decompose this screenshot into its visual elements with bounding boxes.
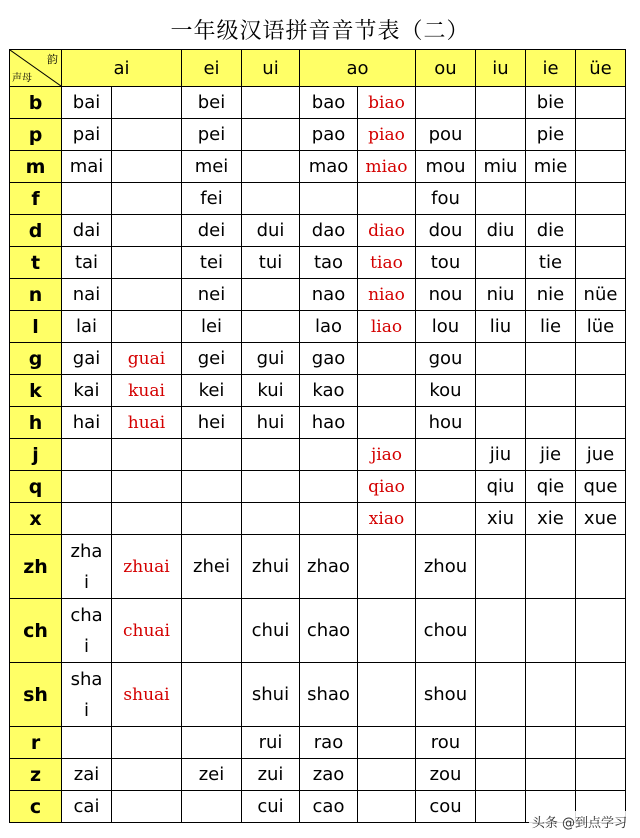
- syllable-cell: [476, 87, 526, 119]
- syllable-cell: lou: [416, 311, 476, 343]
- syllable-cell: [576, 535, 626, 599]
- syllable-cell: [476, 791, 526, 823]
- initial-cell: f: [10, 183, 62, 215]
- syllable-cell: [112, 87, 182, 119]
- syllable-cell: xiao: [358, 503, 416, 535]
- syllable-cell: lie: [526, 311, 576, 343]
- syllable-cell: [476, 375, 526, 407]
- syllable-cell: cao: [300, 791, 358, 823]
- initial-cell: ch: [10, 599, 62, 663]
- syllable-cell: [576, 247, 626, 279]
- syllable-cell: kou: [416, 375, 476, 407]
- syllable-cell: [576, 119, 626, 151]
- syllable-cell: [358, 407, 416, 439]
- syllable-cell: [476, 247, 526, 279]
- syllable-cell: pou: [416, 119, 476, 151]
- syllable-cell: shuai: [112, 663, 182, 727]
- syllable-cell: shui: [242, 663, 300, 727]
- syllable-cell: [62, 599, 112, 663]
- syllable-cell: [112, 439, 182, 471]
- syllable-cell: niu: [476, 279, 526, 311]
- syllable-cell: nei: [182, 279, 242, 311]
- syllable-cell: jiao: [358, 439, 416, 471]
- header-row: [10, 50, 626, 87]
- syllable-cell: huai: [112, 407, 182, 439]
- initial-cell: d: [10, 215, 62, 247]
- corner-cell: [10, 50, 62, 87]
- syllable-cell: [62, 439, 112, 471]
- table-row: [10, 439, 626, 471]
- syllable-cell: [182, 471, 242, 503]
- syllable-cell: [62, 663, 112, 727]
- syllable-cell: lüe: [576, 311, 626, 343]
- initial-cell: k: [10, 375, 62, 407]
- syllable-cell: diao: [358, 215, 416, 247]
- syllable-cell: dai: [62, 215, 112, 247]
- syllable-cell: [112, 183, 182, 215]
- syllable-cell: zhei: [182, 535, 242, 599]
- initial-cell: h: [10, 407, 62, 439]
- syllable-cell: gou: [416, 343, 476, 375]
- syllable-cell: [300, 471, 358, 503]
- table-row: [10, 727, 626, 759]
- syllable-cell: [62, 535, 112, 599]
- syllable-cell: [576, 759, 626, 791]
- syllable-cell: bao: [300, 87, 358, 119]
- syllable-cell: nie: [526, 279, 576, 311]
- syllable-cell: [242, 151, 300, 183]
- table-row: [10, 87, 626, 119]
- syllable-cell: [62, 471, 112, 503]
- initial-cell: r: [10, 727, 62, 759]
- syllable-cell: [416, 503, 476, 535]
- initial-cell: p: [10, 119, 62, 151]
- syllable-cell: [112, 503, 182, 535]
- syllable-cell: [112, 791, 182, 823]
- syllable-cell: kuai: [112, 375, 182, 407]
- syllable-cell: [242, 279, 300, 311]
- syllable-cell: fou: [416, 183, 476, 215]
- table-row: [10, 663, 626, 727]
- syllable-cell: gai: [62, 343, 112, 375]
- table-row: [10, 151, 626, 183]
- header-final-iu: iu: [476, 50, 526, 87]
- syllable-cell: [242, 183, 300, 215]
- syllable-cell: tui: [242, 247, 300, 279]
- syllable-cell: [300, 503, 358, 535]
- syllable-cell: [476, 599, 526, 663]
- syllable-cell: bai: [62, 87, 112, 119]
- syllable-cell: mao: [300, 151, 358, 183]
- syllable-cell: zhao: [300, 535, 358, 599]
- syllable-cell: [476, 183, 526, 215]
- syllable-cell: jie: [526, 439, 576, 471]
- syllable-cell: miao: [358, 151, 416, 183]
- syllable-cell: zao: [300, 759, 358, 791]
- syllable-cell: [358, 759, 416, 791]
- syllable-cell: [112, 279, 182, 311]
- table-row: [10, 375, 626, 407]
- initial-cell: t: [10, 247, 62, 279]
- syllable-cell: shou: [416, 663, 476, 727]
- header-final-ei: ei: [182, 50, 242, 87]
- table-row: [10, 215, 626, 247]
- syllable-cell: pei: [182, 119, 242, 151]
- syllable-cell: zhuai: [112, 535, 182, 599]
- syllable-cell: [182, 727, 242, 759]
- syllable-cell: [358, 663, 416, 727]
- finals-corner-label: 韵: [47, 53, 58, 66]
- syllable-cell: zui: [242, 759, 300, 791]
- syllable-cell: zou: [416, 759, 476, 791]
- syllable-cell: zhui: [242, 535, 300, 599]
- syllable-cell: [476, 407, 526, 439]
- syllable-cell: [358, 599, 416, 663]
- syllable-cell: kao: [300, 375, 358, 407]
- syllable-table: [9, 49, 626, 823]
- syllable-cell: lei: [182, 311, 242, 343]
- syllable-cell: zei: [182, 759, 242, 791]
- initial-cell: m: [10, 151, 62, 183]
- syllable-cell: rao: [300, 727, 358, 759]
- syllable-cell: dui: [242, 215, 300, 247]
- syllable-cell: pao: [300, 119, 358, 151]
- syllable-cell: hai: [62, 407, 112, 439]
- syllable-cell: hou: [416, 407, 476, 439]
- syllable-cell: liao: [358, 311, 416, 343]
- syllable-cell: [476, 343, 526, 375]
- initials-corner-label: 声母: [12, 73, 32, 84]
- syllable-cell: chui: [242, 599, 300, 663]
- syllable-cell: [576, 407, 626, 439]
- syllable-cell: die: [526, 215, 576, 247]
- syllable-cell: mei: [182, 151, 242, 183]
- syllable-cell: [300, 439, 358, 471]
- syllable-cell: dao: [300, 215, 358, 247]
- syllable-cell: pai: [62, 119, 112, 151]
- syllable-cell: dei: [182, 215, 242, 247]
- syllable-cell: shao: [300, 663, 358, 727]
- initial-cell: sh: [10, 663, 62, 727]
- table-row: [10, 183, 626, 215]
- initial-cell: n: [10, 279, 62, 311]
- wrapped-syllable: sha i: [70, 668, 103, 721]
- syllable-cell: [62, 183, 112, 215]
- syllable-cell: [526, 759, 576, 791]
- header-final-ui: ui: [242, 50, 300, 87]
- table-row: [10, 503, 626, 535]
- syllable-cell: [182, 599, 242, 663]
- syllable-cell: [416, 471, 476, 503]
- syllable-cell: [112, 151, 182, 183]
- syllable-cell: [112, 759, 182, 791]
- initial-cell: c: [10, 791, 62, 823]
- header-final-ai: ai: [62, 50, 182, 87]
- syllable-cell: gao: [300, 343, 358, 375]
- syllable-cell: tiao: [358, 247, 416, 279]
- syllable-cell: qiao: [358, 471, 416, 503]
- syllable-cell: cui: [242, 791, 300, 823]
- table-row: [10, 311, 626, 343]
- page-title: 一年级汉语拼音音节表（二）: [170, 19, 470, 44]
- watermark: 头条 @到点学习: [529, 811, 630, 832]
- syllable-cell: [62, 727, 112, 759]
- syllable-cell: [526, 183, 576, 215]
- syllable-cell: [242, 311, 300, 343]
- syllable-cell: [526, 407, 576, 439]
- syllable-cell: zhou: [416, 535, 476, 599]
- initial-cell: j: [10, 439, 62, 471]
- syllable-cell: mie: [526, 151, 576, 183]
- syllable-cell: nou: [416, 279, 476, 311]
- syllable-cell: [476, 119, 526, 151]
- syllable-cell: [576, 87, 626, 119]
- wrapped-syllable: cha i: [70, 604, 103, 657]
- syllable-cell: xiu: [476, 503, 526, 535]
- table-row: [10, 471, 626, 503]
- syllable-cell: [182, 663, 242, 727]
- table-row: [10, 599, 626, 663]
- syllable-cell: [112, 727, 182, 759]
- syllable-cell: [476, 663, 526, 727]
- syllable-cell: miu: [476, 151, 526, 183]
- syllable-cell: [358, 375, 416, 407]
- syllable-cell: [242, 87, 300, 119]
- syllable-cell: [112, 247, 182, 279]
- syllable-cell: [182, 791, 242, 823]
- syllable-cell: [476, 727, 526, 759]
- syllable-cell: [476, 759, 526, 791]
- syllable-cell: [576, 599, 626, 663]
- syllable-cell: piao: [358, 119, 416, 151]
- syllable-cell: lao: [300, 311, 358, 343]
- syllable-cell: mou: [416, 151, 476, 183]
- syllable-cell: [300, 183, 358, 215]
- initial-cell: g: [10, 343, 62, 375]
- header-final-ie: ie: [526, 50, 576, 87]
- syllable-cell: [576, 151, 626, 183]
- syllable-cell: [242, 119, 300, 151]
- syllable-cell: xue: [576, 503, 626, 535]
- syllable-cell: [358, 535, 416, 599]
- syllable-cell: [358, 791, 416, 823]
- syllable-cell: lai: [62, 311, 112, 343]
- syllable-cell: [242, 503, 300, 535]
- syllable-cell: tao: [300, 247, 358, 279]
- syllable-cell: [416, 87, 476, 119]
- syllable-cell: [112, 311, 182, 343]
- syllable-cell: [112, 119, 182, 151]
- syllable-cell: jue: [576, 439, 626, 471]
- syllable-cell: tai: [62, 247, 112, 279]
- syllable-cell: liu: [476, 311, 526, 343]
- initial-cell: z: [10, 759, 62, 791]
- syllable-cell: [358, 183, 416, 215]
- syllable-cell: [62, 503, 112, 535]
- syllable-cell: qie: [526, 471, 576, 503]
- initial-cell: q: [10, 471, 62, 503]
- table-row: [10, 759, 626, 791]
- syllable-cell: xie: [526, 503, 576, 535]
- syllable-cell: kai: [62, 375, 112, 407]
- syllable-cell: kui: [242, 375, 300, 407]
- syllable-cell: rui: [242, 727, 300, 759]
- syllable-cell: hei: [182, 407, 242, 439]
- syllable-cell: [358, 343, 416, 375]
- syllable-cell: cou: [416, 791, 476, 823]
- syllable-cell: [182, 439, 242, 471]
- table-row: [10, 407, 626, 439]
- syllable-cell: [242, 471, 300, 503]
- initial-cell: x: [10, 503, 62, 535]
- table-row: [10, 279, 626, 311]
- table-row: [10, 247, 626, 279]
- syllable-cell: chao: [300, 599, 358, 663]
- syllable-cell: [576, 183, 626, 215]
- syllable-cell: nai: [62, 279, 112, 311]
- syllable-cell: tie: [526, 247, 576, 279]
- header-final-ue: üe: [576, 50, 626, 87]
- syllable-cell: kei: [182, 375, 242, 407]
- syllable-cell: [576, 215, 626, 247]
- syllable-cell: mai: [62, 151, 112, 183]
- syllable-cell: nao: [300, 279, 358, 311]
- header-final-ao: ao: [300, 50, 416, 87]
- syllable-cell: [526, 727, 576, 759]
- syllable-cell: bie: [526, 87, 576, 119]
- syllable-cell: diu: [476, 215, 526, 247]
- syllable-cell: bei: [182, 87, 242, 119]
- syllable-cell: nüe: [576, 279, 626, 311]
- syllable-cell: dou: [416, 215, 476, 247]
- syllable-cell: chou: [416, 599, 476, 663]
- syllable-cell: hao: [300, 407, 358, 439]
- syllable-cell: [526, 599, 576, 663]
- initial-cell: zh: [10, 535, 62, 599]
- syllable-cell: jiu: [476, 439, 526, 471]
- syllable-cell: niao: [358, 279, 416, 311]
- wrapped-syllable: zha i: [70, 540, 103, 593]
- initial-cell: b: [10, 87, 62, 119]
- syllable-cell: cai: [62, 791, 112, 823]
- syllable-cell: pie: [526, 119, 576, 151]
- initial-cell: l: [10, 311, 62, 343]
- syllable-cell: [416, 439, 476, 471]
- syllable-cell: [242, 439, 300, 471]
- table-row: [10, 535, 626, 599]
- syllable-cell: [182, 503, 242, 535]
- syllable-cell: [358, 727, 416, 759]
- syllable-cell: qiu: [476, 471, 526, 503]
- syllable-cell: [112, 471, 182, 503]
- syllable-cell: rou: [416, 727, 476, 759]
- syllable-cell: chuai: [112, 599, 182, 663]
- syllable-cell: [476, 535, 526, 599]
- syllable-cell: [576, 663, 626, 727]
- table-row: [10, 119, 626, 151]
- syllable-cell: [576, 343, 626, 375]
- syllable-cell: [526, 375, 576, 407]
- syllable-cell: guai: [112, 343, 182, 375]
- syllable-cell: zai: [62, 759, 112, 791]
- header-final-ou: ou: [416, 50, 476, 87]
- syllable-cell: gei: [182, 343, 242, 375]
- syllable-cell: [526, 535, 576, 599]
- syllable-cell: tou: [416, 247, 476, 279]
- syllable-cell: biao: [358, 87, 416, 119]
- table-row: [10, 343, 626, 375]
- syllable-cell: gui: [242, 343, 300, 375]
- syllable-cell: [526, 343, 576, 375]
- syllable-cell: tei: [182, 247, 242, 279]
- syllable-cell: [112, 215, 182, 247]
- syllable-cell: fei: [182, 183, 242, 215]
- syllable-cell: [526, 663, 576, 727]
- syllable-cell: hui: [242, 407, 300, 439]
- syllable-cell: que: [576, 471, 626, 503]
- syllable-cell: [576, 375, 626, 407]
- syllable-cell: [576, 727, 626, 759]
